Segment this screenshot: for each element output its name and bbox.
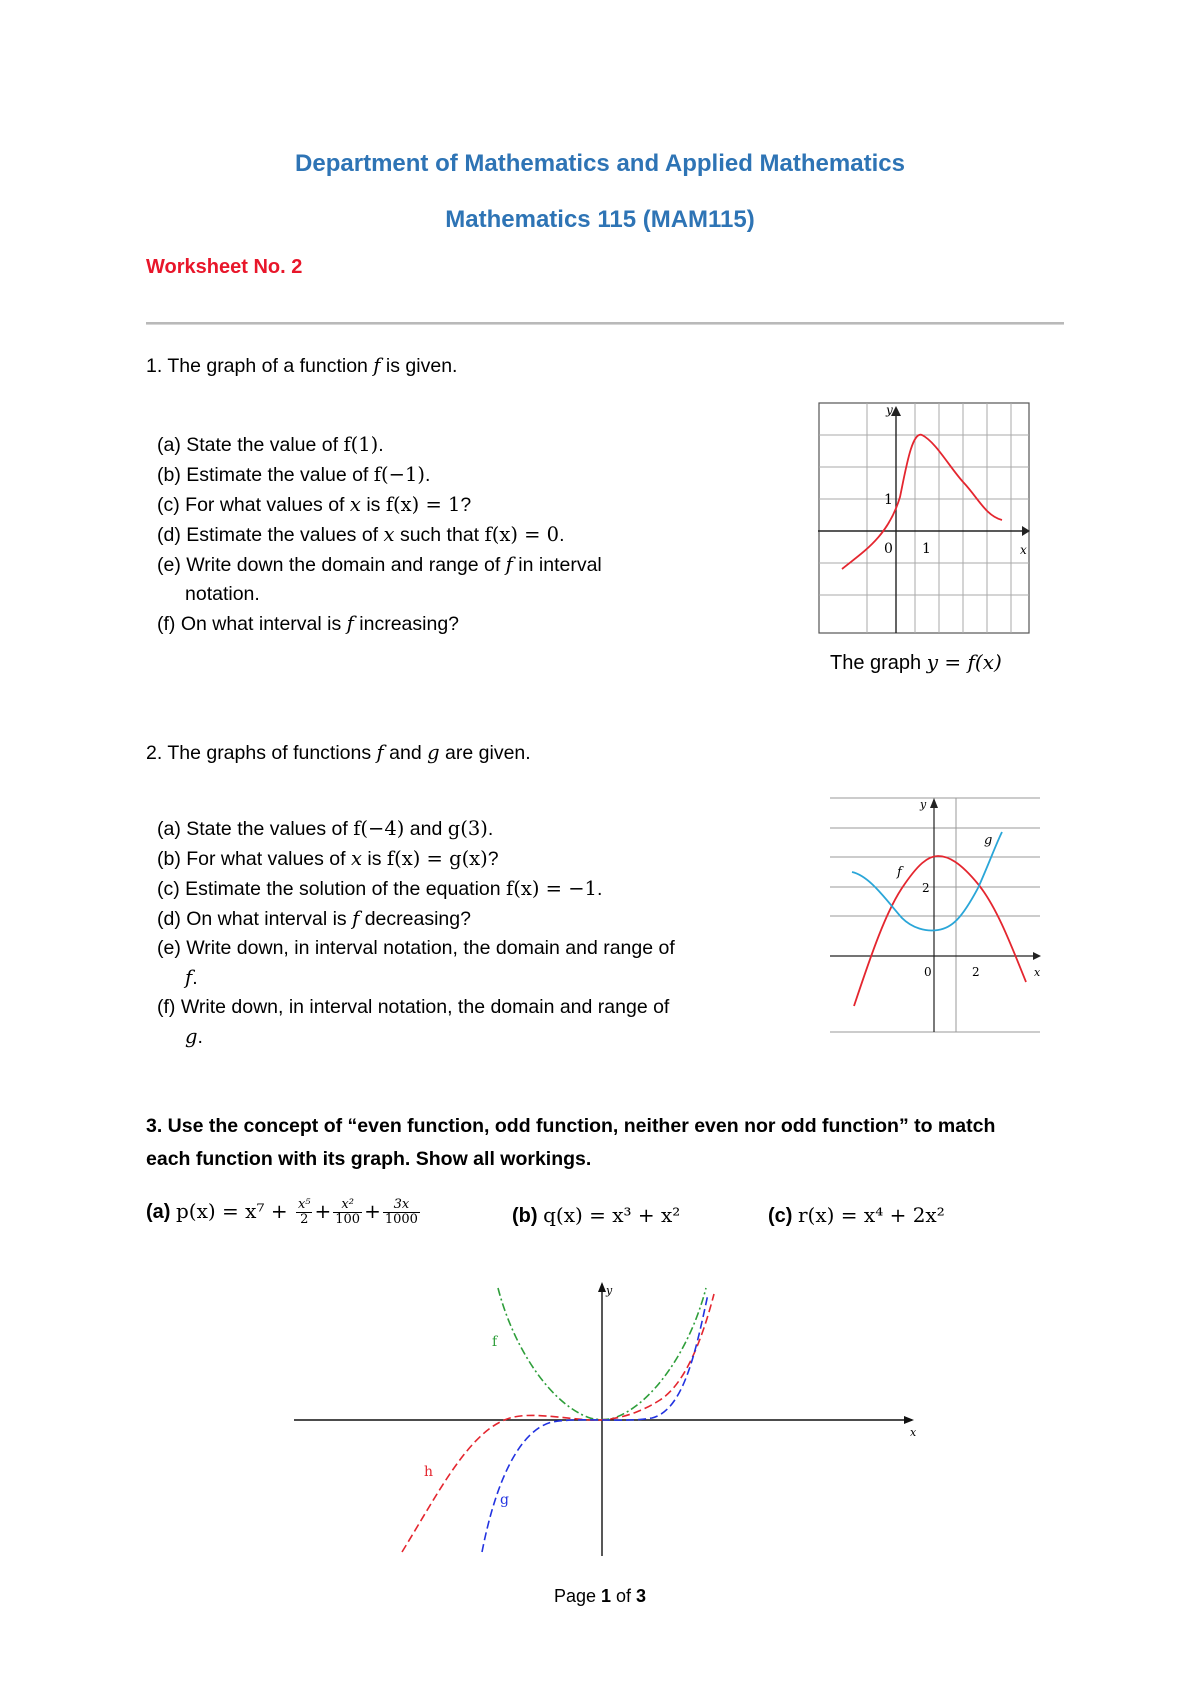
q2-part-d: (d) On what interval is f decreasing? xyxy=(157,907,471,930)
q1-tick-1x: 1 xyxy=(922,541,931,557)
q2-part-a: (a) State the values of f(−4) and g(3). xyxy=(157,817,494,840)
q2-x-label: x xyxy=(1034,966,1041,979)
q3-graph xyxy=(290,1280,930,1560)
q1-part-e: (e) Write down the domain and range of f in interval xyxy=(157,553,602,576)
q1-x-label: x xyxy=(1020,543,1027,557)
q3-a-lhs: p(x) = x⁷ + xyxy=(176,1198,294,1223)
q3-y-label: y xyxy=(606,1284,613,1297)
q3-a-label: (a) xyxy=(146,1200,176,1223)
q3-c: (c) r(x) = x⁴ + 2x² xyxy=(768,1203,945,1227)
q3-b: (b) q(x) = x³ + x² xyxy=(512,1203,681,1227)
q2-part-f-cont: g. xyxy=(185,1025,203,1048)
q3-line2: each function with its graph. Show all workings. xyxy=(146,1148,592,1170)
q2-curve-f xyxy=(854,856,1026,1006)
worksheet-title: Worksheet No. 2 xyxy=(146,256,303,278)
q2-tick-2x: 2 xyxy=(972,965,980,979)
q1-heading xyxy=(146,354,457,378)
q2-tick-2y: 2 xyxy=(922,881,930,895)
q1-part-a: (a) State the value of f(1). xyxy=(157,433,384,456)
q3-y-arrow xyxy=(598,1282,606,1292)
q3-a-frac1: $\frac{\text{x⁵}}{2}$ xyxy=(297,1197,311,1227)
q3-label-f: f xyxy=(492,1334,498,1350)
q3-instructions xyxy=(146,1110,995,1176)
q1-tick-0: 0 xyxy=(884,541,893,557)
q2-x-arrow xyxy=(1033,952,1041,960)
course-title: Mathematics 115 (MAM115) xyxy=(445,206,755,233)
q1-part-e-cont: notation. xyxy=(185,583,260,605)
q3-x-label: x xyxy=(910,1426,917,1439)
q2-tick-0: 0 xyxy=(924,965,932,979)
q1-prefix: 1. The graph of a function xyxy=(146,355,374,377)
q2-parts xyxy=(157,814,675,1052)
page-footer: Page 1 of 3 xyxy=(553,1586,647,1606)
q2-y-label: y xyxy=(920,798,927,811)
q1-part-f: (f) On what interval is f increasing? xyxy=(157,612,460,635)
q3-label-h: h xyxy=(424,1464,434,1480)
q2-graph xyxy=(830,792,1046,1038)
q3-a-frac3: $\frac{3x}{1000}$ xyxy=(384,1197,418,1227)
q2-grid xyxy=(830,798,1040,1032)
q3-label-g: g xyxy=(500,1492,509,1508)
q1-graph-caption: The graph y = f(x) xyxy=(830,650,1002,674)
q2-part-c: (c) Estimate the solution of the equation f(x) = −1. xyxy=(157,877,603,900)
q3-a-frac2: $\frac{\text{x²}}{100}$ xyxy=(335,1197,361,1227)
q1-part-c: (c) For what values of x is f(x) = 1? xyxy=(157,493,472,516)
q1-y-label: y xyxy=(886,403,893,417)
q1-part-b: (b) Estimate the value of f(−1). xyxy=(157,463,431,486)
q3-line1: 3. Use the concept of “even function, odd function, neither even nor odd function” to match xyxy=(146,1115,996,1137)
q2-label-g: g xyxy=(984,833,993,848)
q3-curve-h xyxy=(402,1294,714,1552)
q1-graph xyxy=(818,402,1030,634)
department-title: Department of Mathematics and Applied Mathematics xyxy=(295,150,905,177)
q3-x-arrow xyxy=(904,1416,914,1424)
q2-y-arrow xyxy=(930,798,938,808)
q2-part-b: (b) For what values of x is f(x) = g(x)? xyxy=(157,847,499,870)
q2-heading: 2. The graphs of functions f and g are given. xyxy=(146,741,531,764)
header-divider xyxy=(146,322,1064,325)
q2-part-f: (f) Write down, in interval notation, the domain and range of xyxy=(157,996,670,1018)
q1-suffix: is given. xyxy=(380,355,458,377)
q3-curve-g xyxy=(482,1294,708,1552)
q2-label-f: f xyxy=(897,865,902,880)
q2-part-e: (e) Write down, in interval notation, the domain and range of xyxy=(157,937,675,959)
q1-tick-1y: 1 xyxy=(884,492,893,508)
q1-parts xyxy=(157,430,602,639)
q1-part-d: (d) Estimate the values of x such that f(x) = 0. xyxy=(157,523,565,546)
q3-functions: (a) p(x) = x⁷ + $\frac{\text{x⁵}}{2}$ + $\frac{\text{x²}}{100}$ + $\frac{3x}{1000}$ xyxy=(146,1197,418,1227)
q1-fn: f xyxy=(373,354,381,377)
q2-part-e-cont: f. xyxy=(185,966,198,989)
